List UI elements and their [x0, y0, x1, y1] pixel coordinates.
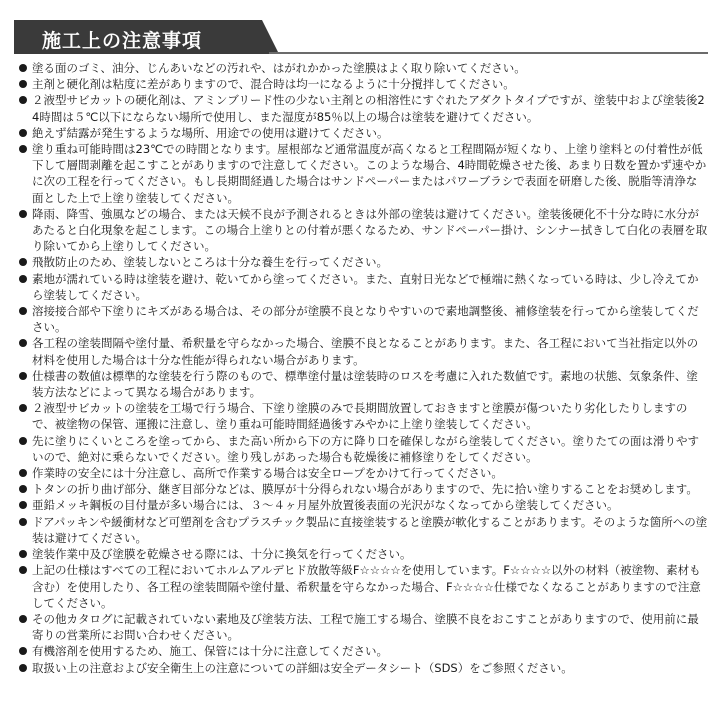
note-text: 有機溶剤を使用するため、施工、保管には十分に注意してください。 — [32, 644, 389, 659]
section-title: 施工上の注意事項 — [42, 30, 203, 52]
note-text: 塗装作業中及び塗膜を乾燥させる際には、十分に換気を行ってください。 — [32, 547, 412, 562]
bullet-icon — [19, 518, 27, 526]
bullet-icon — [19, 145, 27, 153]
note-item — [18, 643, 708, 659]
note-item — [18, 400, 708, 432]
bullet-icon — [19, 615, 27, 623]
note-text: 降雨、降雪、強風などの場合、または天候不良が予測されるときは外部の塗装は避けてください。塗装後硬化不十分な時に水分があたると白化現象を起こします。この場合上塗りとの付着が悪くなるため、サンドペーパー掛け、シンナー拭きして白化の表層を取り除いてから上塗りしてください。 — [32, 206, 708, 254]
note-text: 各工程の塗装間隔や塗付量、希釈量を守らなかった場合、塗膜不良となることがあります。また、各工程において当社指定以外の材料を使用した場合は十分な性能が得られない場合があります。 — [32, 336, 699, 367]
note-item — [18, 611, 708, 643]
note-item — [18, 271, 708, 303]
bullet-icon — [19, 469, 27, 477]
note-text: 作業時の安全には十分注意し、高所で作業する場合は安全ロープをかけて行ってください。 — [32, 466, 503, 481]
note-item — [18, 514, 708, 546]
bullet-icon — [19, 307, 27, 315]
bullet-icon — [19, 566, 27, 574]
note-item — [18, 660, 708, 676]
bullet-icon — [19, 64, 27, 72]
note-text: 主剤と硬化剤は粘度に差がありますので、混合時は均一になるように十分撹拌してください。 — [32, 77, 515, 92]
note-text: 仕様書の数値は標準的な塗装を行う際のもので、標準塗付量は塗装時のロスを考慮に入れた数値です。素地の状態、気象条件、塗装方法などによって異なる場合があります。 — [32, 368, 698, 400]
note-item — [18, 481, 708, 497]
note-text: 塗る面のゴミ、油分、じんあいなどの汚れや、はがれかかった塗膜はよく取り除いてください。 — [32, 61, 526, 75]
note-item — [18, 125, 708, 141]
bullet-icon — [19, 80, 27, 88]
bullet-icon — [19, 129, 27, 137]
note-text: 取扱い上の注意および安全衛生上の注意についての詳細は安全データシート（SDS）をご参照ください。 — [32, 660, 573, 675]
note-item — [18, 60, 708, 76]
header-rule — [269, 52, 708, 54]
note-text: 溶接接合部や下塗りにキズがある場合は、その部分が塗膜不良となりやすいので素地調整後、補修塗装を行ってから塗装してください。 — [32, 304, 699, 335]
note-text: ２液型サビカットの塗装を工場で行う場合、下塗り塗膜のみで長期間放置しておきますと塗膜が傷ついたり劣化したりしますので、被塗物の保管、運搬に注意し、塗り重ね可能時間経過後すみやかに上塗り塗装してください。 — [32, 401, 688, 432]
note-item — [18, 497, 708, 513]
note-text: 亜鉛メッキ鋼板の目付量が多い場合には、３～４ヶ月屋外放置後表面の光沢がなくなってから塗装してください。 — [32, 498, 619, 513]
note-text: ２液型サビカットの硬化剤は、アミンブリード性の少ない主剤との相溶性にすぐれたアダクトタイプですが、塗装中および塗装後24時間は５℃以下にならない場所で使用し、また湿度が85％以上の場合は塗装を避けてください。 — [32, 93, 705, 124]
note-text: 飛散防止のため、塗装しないところは十分な養生を行ってください。 — [32, 255, 389, 270]
note-text: ドアパッキンや緩衝材など可塑剤を含むプラスチック製品に直接塗装すると塗膜が軟化することがあります。そのような箇所への塗装は避けてください。 — [32, 514, 708, 545]
note-item — [18, 92, 708, 124]
bullet-icon — [19, 372, 27, 380]
note-text: その他カタログに記載されていない素地及び塗装方法、工程で施工する場合、塗膜不良をおこすことがありますので、使用前に最寄りの営業所にお問い合わせください。 — [32, 611, 699, 643]
note-text: 上記の仕様はすべての工程においてホルムアルデヒド放散等級F☆☆☆☆を使用しています。F☆☆☆☆以外の材料（被塗物、素材も含む）を使用したり、各工程の塗装間隔や塗付量、希釈量を守らなかった場合、F☆☆☆☆仕様でなくなることがありますので注意してください。 — [32, 563, 701, 610]
notes-list — [18, 60, 708, 676]
note-item — [18, 335, 708, 367]
bullet-icon — [19, 550, 27, 558]
note-item — [18, 465, 708, 481]
note-item — [18, 562, 708, 611]
bullet-icon — [19, 647, 27, 655]
note-text: 先に塗りにくいところを塗ってから、また高い所から下の方に降り口を確保しながら塗装してください。塗りたての面は滑りやすいので、絶対に乗らないでください。塗り残しがあった場合も乾燥後に補修塗りをしてください。 — [32, 433, 699, 464]
bullet-icon — [19, 275, 27, 283]
bullet-icon — [19, 437, 27, 445]
note-item — [18, 433, 708, 465]
bullet-icon — [19, 485, 27, 493]
note-item — [18, 368, 708, 400]
note-item — [18, 303, 708, 335]
bullet-icon — [19, 258, 27, 266]
note-item — [18, 254, 708, 270]
note-text: 素地が濡れている時は塗装を避け、乾いてから塗ってください。また、直射日光などで極端に熱くなっている時は、少し冷えてから塗装してください。 — [32, 271, 699, 302]
bullet-icon — [19, 96, 27, 104]
note-item — [18, 141, 708, 206]
bullet-icon — [19, 664, 27, 672]
note-item — [18, 546, 708, 562]
bullet-icon — [19, 339, 27, 347]
note-item — [18, 76, 708, 92]
note-text: トタンの折り曲げ部分、継ぎ目部分などは、膜厚が十分得られない場合がありますので、先に拾い塗りすることをお奨めします。 — [32, 482, 698, 497]
bullet-icon — [19, 210, 27, 218]
section-header — [14, 14, 708, 62]
note-item — [18, 206, 708, 255]
bullet-icon — [19, 404, 27, 412]
bullet-icon — [19, 501, 27, 509]
note-text: 絶えず結露が発生するような場所、用途での使用は避けてください。 — [32, 125, 389, 140]
note-text: 塗り重ね可能時間は23℃での時間となります。屋根部など通常温度が高くなると工程間隔が短くなり、上塗り塗料との付着性が低下して層間剥離を起こすことがありますので注意してください。このような場合、4時間乾燥させた後、あまり日数を置かず速やかに次の工程を行ってください。もし長期間経過した場合はサンドペーパーまたはパワーブラシで表面を研磨した後、脱脂等清浄な面とした上で上塗り塗装してください。 — [32, 142, 707, 205]
